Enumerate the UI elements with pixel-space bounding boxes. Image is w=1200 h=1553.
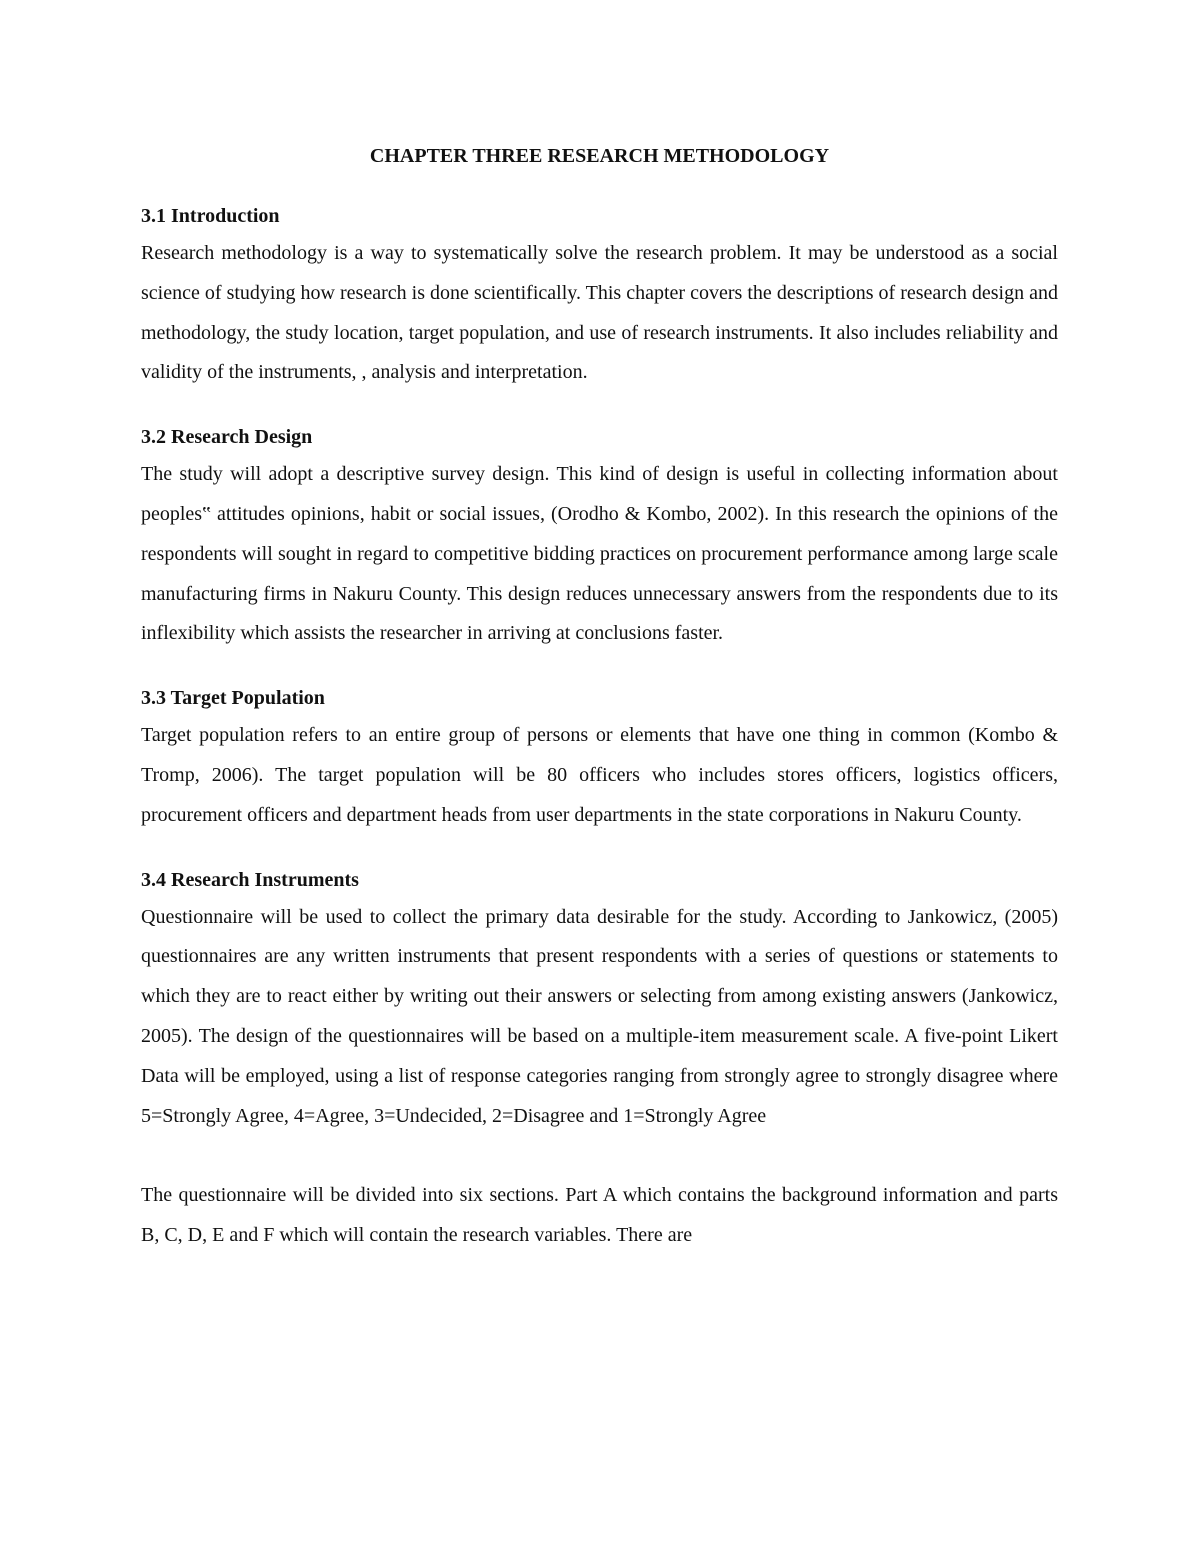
- section-heading: 3.2 Research Design: [141, 426, 313, 449]
- chapter-title: CHAPTER THREE RESEARCH METHODOLOGY: [369, 145, 830, 167]
- section-heading: 3.1 Introduction: [141, 205, 280, 227]
- section-heading: 3.4 Research Instruments: [141, 868, 359, 891]
- section-introduction: [141, 198, 1058, 393]
- section-heading: 3.3 Target Population: [141, 687, 325, 710]
- paragraph: The study will adopt a descriptive survey design. This kind of design is useful in collecting information about peoples‟ attitudes opinions, habit or social issues, (Orodho & Kombo, 2002). In this research the opinions of the respondents will sought in regard to competitive bidding practices on procurement performance among large scale manufacturing firms in Nakuru County. This design reduces unnecessary answers from the respondents due to its inflexibility which assists the researcher in arriving at conclusions faster.: [141, 463, 1058, 645]
- document-body: [141, 140, 1058, 1282]
- paragraph: Questionnaire will be used to collect the primary data desirable for the study. According to Jankowicz, (2005) questionnaires are any written instruments that present respondents with a series of questions or statements to which they are to react either by writing out their answers or selecting from among existing answers (Jankowicz, 2005). The design of the questionnaires will be based on a multiple-item measurement scale. A five-point Likert Data will be employed, using a list of response categories ranging from strongly agree to strongly disagree where 5=Strongly Agree, 4=Agree, 3=Undecided, 2=Disagree and 1=Strongly Agree: [141, 905, 1058, 1127]
- section-target-population: [141, 680, 1058, 835]
- section-research-design: [141, 419, 1058, 654]
- paragraph: Research methodology is a way to systematically solve the research problem. It may be understood as a social science of studying how research is done scientifically. This chapter covers the descriptions of research design and methodology, the study location, target population, and use of research instruments. It also includes reliability and validity of the instruments, , analysis and interpretation.: [141, 242, 1058, 384]
- paragraph: The questionnaire will be divided into six sections. Part A which contains the background information and parts B, C, D, E and F which will contain the research variables. There are: [141, 1184, 1058, 1246]
- section-research-instruments: [141, 862, 1058, 1256]
- paragraph: Target population refers to an entire group of persons or elements that have one thing in common (Kombo & Tromp, 2006). The target population will be 80 officers who includes stores officers, logistics officers, procurement officers and department heads from user departments in the state corporations in Nakuru County.: [141, 724, 1058, 826]
